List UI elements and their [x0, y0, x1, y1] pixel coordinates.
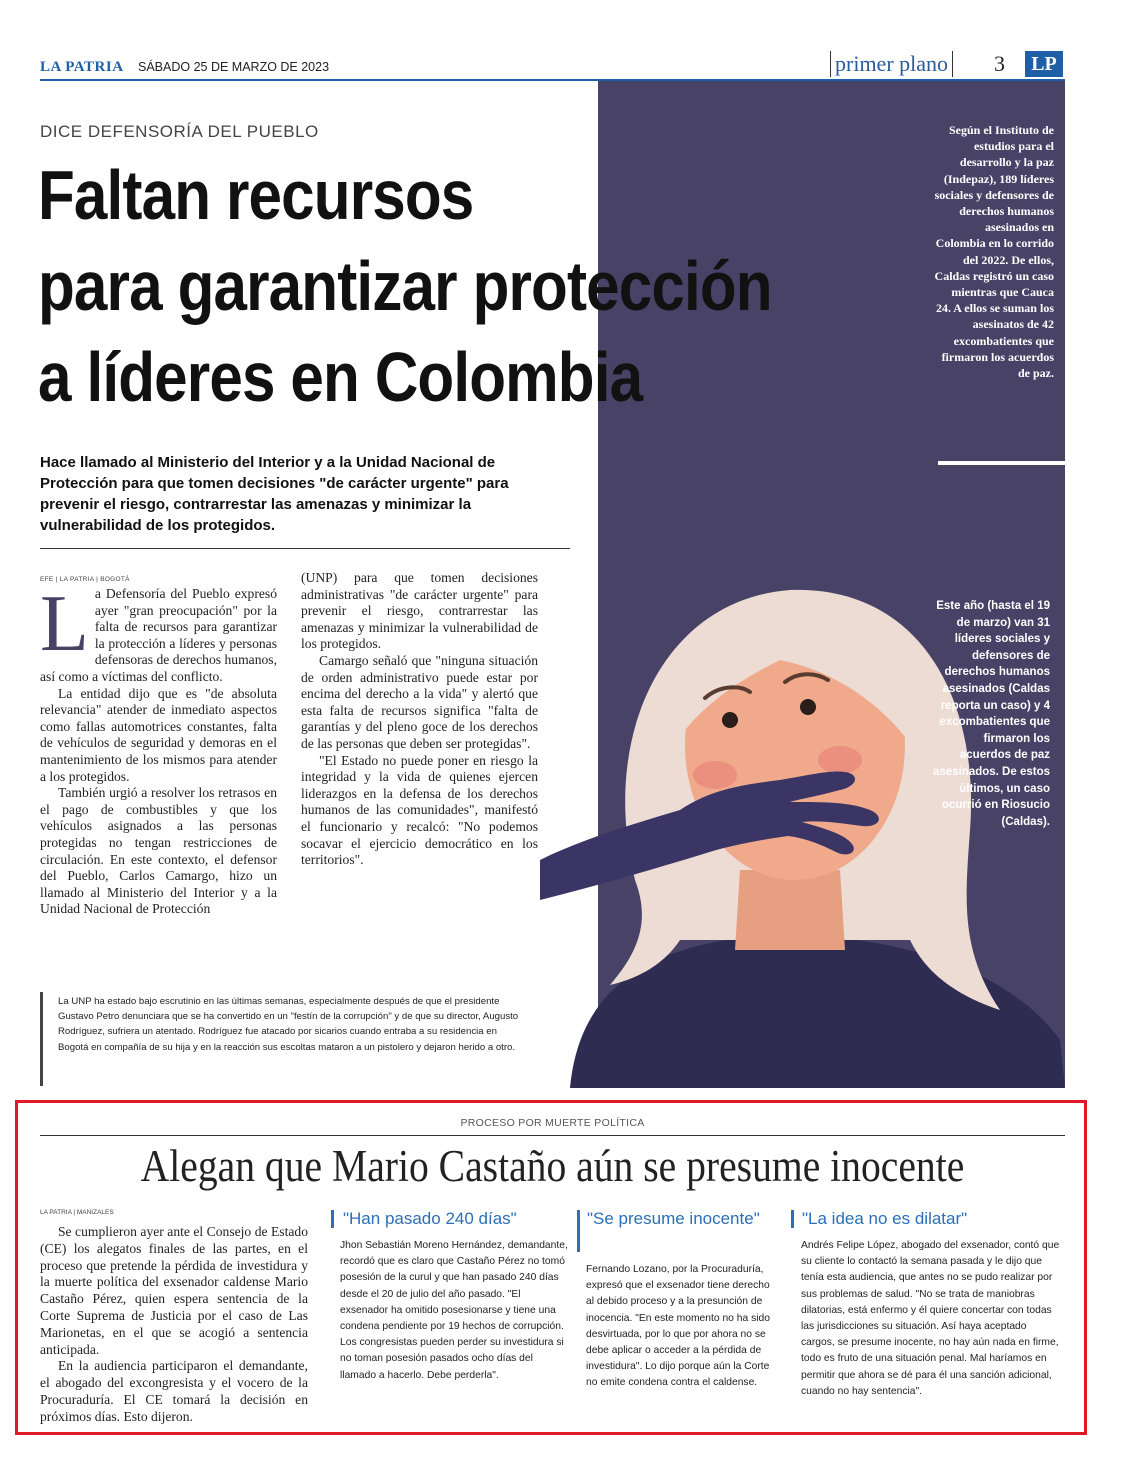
article2-kicker-rule [40, 1135, 1065, 1136]
paragraph: La Defensoría del Pueblo expresó ayer "gran preocupación" por la falta de recursos para garantizar la protección a líderes y personas defensoras de derechos humanos, así como a víctimas del conflicto. [40, 580, 277, 684]
illustration-neck [735, 870, 845, 950]
article-kicker: DICE DEFENSORÍA DEL PUEBLO [40, 122, 319, 141]
sidebar-indepaz-stats: Según el Instituto de estudios para el desarrollo y la paz (Indepaz), 189 líderes sociales y defensores de derechos humanos asesinados en Colombia en lo corrido del 2022. De ellos, Caldas registró un caso mientras que Cauca 24. A ellos se suman los asesinatos de 42 excombatientes que firmaron los acuerdos de paz. [934, 123, 1054, 381]
headline-line-2: para garantizar protección [38, 247, 772, 325]
paragraph: También urgió a resolver los retrasos en el pago de combustibles y que los vehículos asignados a las personas protegidas no tengan restricciones de circulación. En este contexto, el defensor del Pueblo, Carlos Camargo, hizo un llamado al Ministerio del Interior y a la Unidad Nacional de Protección [40, 785, 277, 917]
deck-rule [40, 548, 570, 549]
section-name: primer plano [830, 51, 953, 77]
paragraph: Se cumplieron ayer ante el Consejo de Estado (CE) los alegatos finales de las partes, en el proceso que pretende la pérdida de investidura y la muerte política del exsenador caldense Mario Castaño Pérez, quien espera sentencia de la Corte Suprema de Justicia por el caso de Las Marionetas, en el que se acogió a sentencia anticipada. [40, 1224, 308, 1357]
quote-body-1: Jhon Sebastián Moreno Hernández, demandante, recordó que es claro que Castaño Pérez no tomó posesión de la curul y que han pasado 240 días desde el 20 de julio del año pasado. "El exsenador ha omitido posesionarse y tiene una condena pendiente por 19 hechos de corrupción. Los congresistas pueden perder su investidura si no toman posesión pasados ocho días del llamado a hacerlo. Debe perderla". [340, 1240, 568, 1381]
illustration-eye-left [722, 712, 738, 728]
issue-date: SÁBADO 25 DE MARZO DE 2023 [138, 60, 330, 74]
article2-column-1 [40, 1224, 308, 1426]
article2-kicker: PROCESO POR MUERTE POLÍTICA [460, 1117, 645, 1129]
caption-rule [40, 992, 43, 1086]
quote-title-1: "Han pasado 240 días" [343, 1209, 517, 1228]
illustration-eye-right [800, 699, 816, 715]
sidebar-2023-stats: Este año (hasta el 19 de marzo) van 31 líderes sociales y defensores de derechos humanos asesinados (Caldas reporta un caso) y 4 excombatientes que firmaron los acuerdos de paz asesinados. De estos últimos, un caso ocurrió en Riosucio (Caldas). [933, 600, 1050, 828]
article2-headline: Alegan que Mario Castaño aún se presume inocente [140, 1141, 965, 1191]
quote-bar [791, 1210, 794, 1228]
paragraph: En la audiencia participaron el demandante, el abogado del excongresista y el vocero de la Procuraduría. El CE tomará la decisión en próximos días. Esto dijeron. [40, 1358, 308, 1424]
article-headline [38, 150, 795, 423]
article-column-1 [40, 580, 277, 918]
quote-title-2: "Se presume inocente" [587, 1209, 760, 1228]
quote-body-2: Fernando Lozano, por la Procuraduría, expresó que el exsenador tiene derecho al debido proceso y a la presunción de inocencia. "En este momento no ha sido desvirtuada, por lo que por ahora no se debe aplicar o acceder a la pérdida de investidura". Lo dijo porque aún la Corte no emite condena contra el caldense. [586, 1264, 770, 1389]
quote-bar [331, 1210, 334, 1228]
quote-body-3: Andrés Felipe López, abogado del exsenador, contó que su cliente lo contactó la semana pasada y le dijo que tenía esta audiencia, que antes no se pudo realizar por sus problemas de salud. "No se trata de maniobras dilatorias, está enfermo y él quiere concertar con todas las jurisdicciones su situación. Así haya aceptado cargos, se presume inocente, no hay aún nada en firme, todo es fruto de una situación penal. Mal haríamos en permitir que ahora se dé para él una sanción adicional, cuando no hay sentencia". [801, 1240, 1060, 1397]
article-column-2 [301, 570, 538, 869]
lp-logo-badge: LP [1025, 51, 1063, 77]
newspaper-logo[interactable]: LA PATRIA [40, 59, 124, 75]
headline-line-3: a líderes en Colombia [38, 338, 643, 416]
quote-title-3: "La idea no es dilatar" [802, 1209, 968, 1228]
page-number: 3 [994, 51, 1005, 76]
quote-bar [577, 1210, 580, 1252]
paragraph: La entidad dijo que es "de absoluta relevancia" atender de inmediato aspectos como fallas automotrices constantes, falta de vehículos de seguridad y demoras en el mantenimiento de los mismos para atender a los protegidos. [40, 685, 277, 784]
article2-credit: LA PATRIA | MANIZALES [40, 1209, 114, 1216]
photo-caption: La UNP ha estado bajo escrutinio en las últimas semanas, especialmente después de que el presidente Gustavo Petro denunciara que se ha convertido en un "festín de la corrupción" y de que su director, Augusto Rodríguez, sufriera un atentado. Rodríguez fue atacado por sicarios cuando entraba a su residencia en Bogotá en compañía de su hija y en la reacción sus escoltas mataron a un pistolero y dejaron herido a otro. [58, 996, 519, 1053]
paragraph: Camargo señaló que "ninguna situación de orden administrativo puede estar por encima del derecho a la vida" y alertó que esta falta de recursos significa "falta de garantías y del pleno goce de los derechos de las personas que deben ser protegidas". [301, 652, 538, 751]
article-deck: Hace llamado al Ministerio del Interior y a la Unidad Nacional de Protección para que tomen decisiones "de carácter urgente" para prevenir el riesgo, contrarrestar las amenazas y minimizar la vulnerabilidad de los protegidos. [40, 454, 509, 534]
sidebar-rule [938, 461, 1065, 465]
paragraph: "El Estado no puede poner en riesgo la integridad y la vida de quienes ejercen liderazgos en la defensa de los derechos humanos de las comunidades", manifestó el funcionario y recalcó: "No podemos socavar el ejercicio democrático en los territorios". [301, 752, 538, 868]
article-credit: EFE | LA PATRIA | BOGOTÁ [40, 576, 130, 583]
paragraph: (UNP) para que tomen decisiones administrativas "de carácter urgente" para prevenir el riesgo, contrarrestar las amenazas y minimizar la vulnerabilidad de los protegidos. [301, 570, 538, 652]
masthead [40, 51, 1065, 81]
headline-line-1: Faltan recursos [38, 156, 474, 234]
drop-cap: L [40, 580, 89, 668]
